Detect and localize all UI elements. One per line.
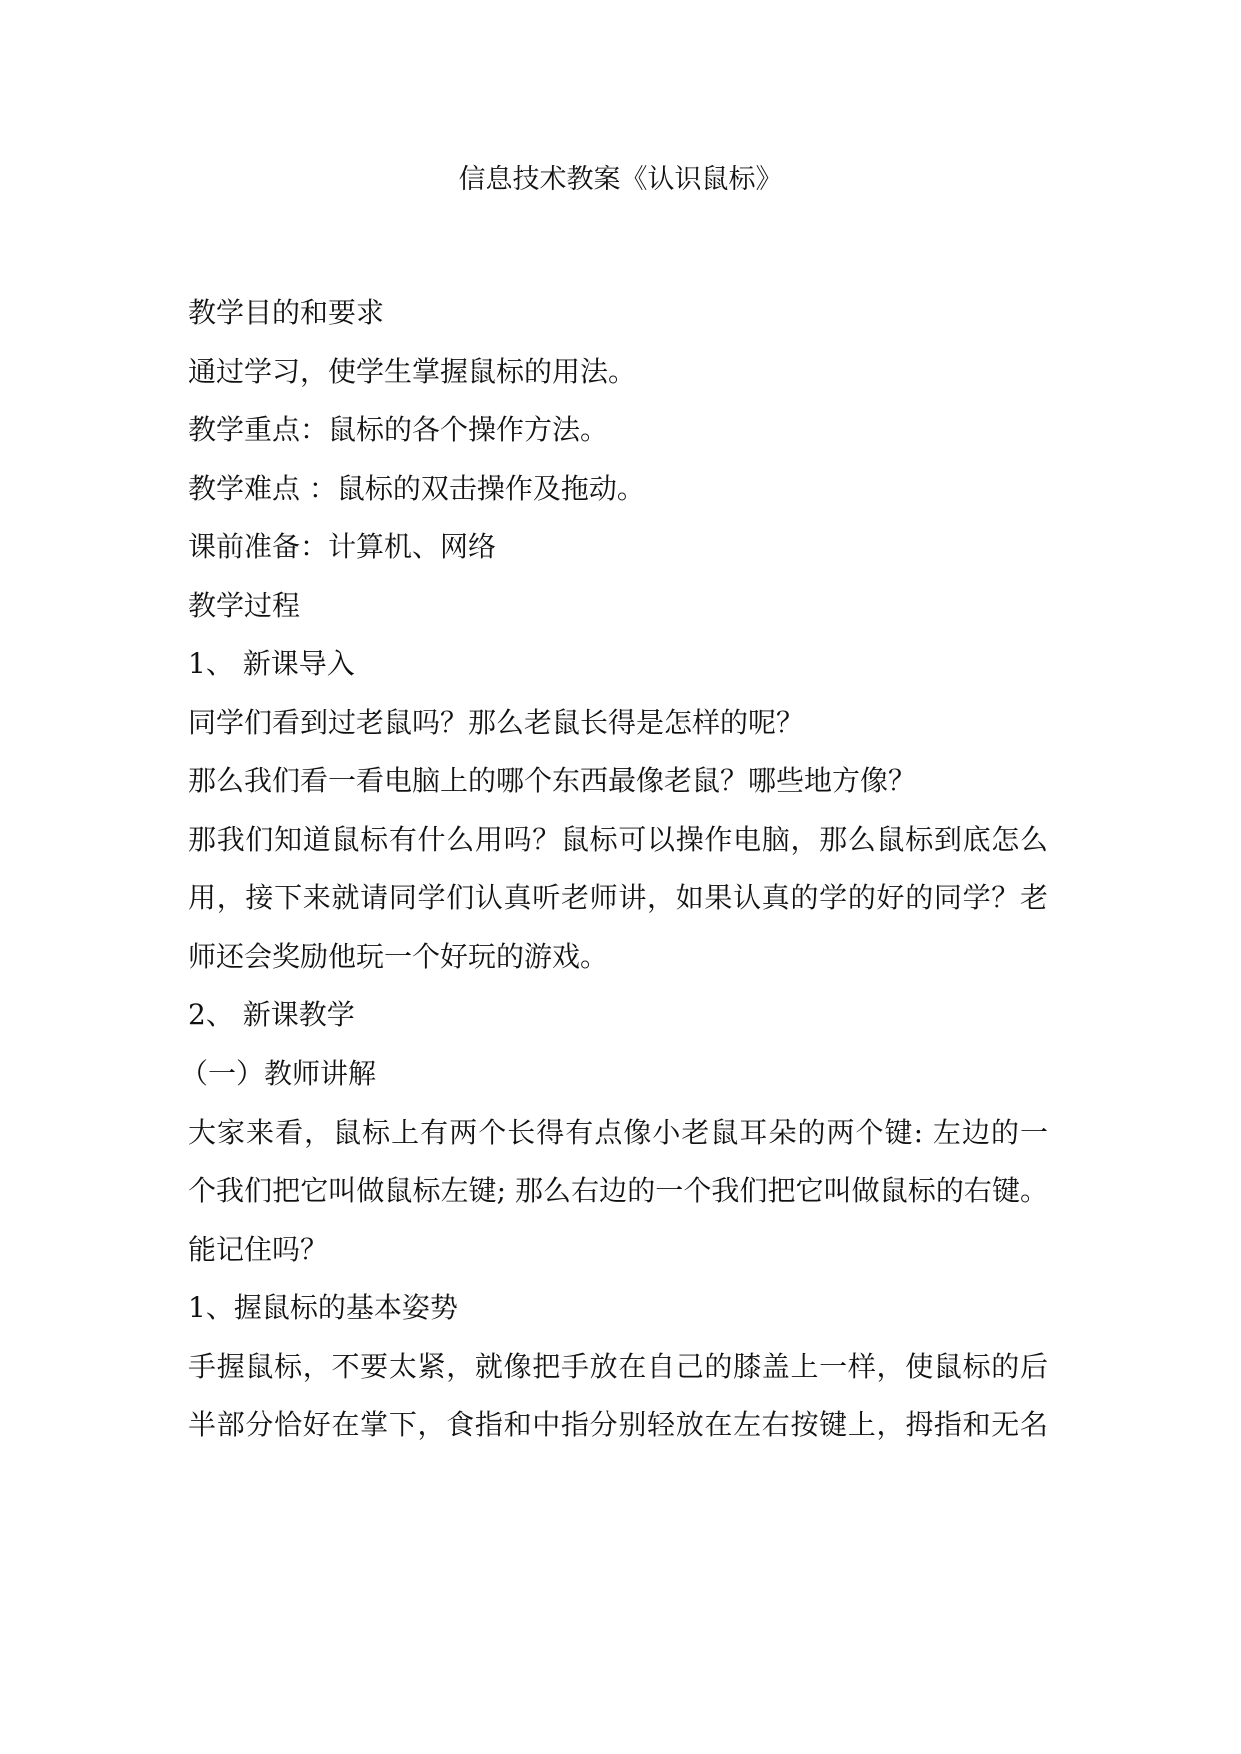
paragraph-line: 半部分恰好在掌下，食指和中指分别轻放在左右按键上，拇指和无名 xyxy=(188,1408,1048,1441)
section-heading-objectives: 教学目的和要求 xyxy=(188,296,385,329)
paragraph-line: 教学难点 ：鼠标的双击操作及拖动。 xyxy=(188,472,645,505)
paragraph-line: 那么我们看一看电脑上的哪个东西最像老鼠？哪些地方像？ xyxy=(188,764,917,797)
paragraph-line: 课前准备：计算机、网络 xyxy=(188,530,497,563)
paragraph-line: 大家来看，鼠标上有两个长得有点像小老鼠耳朵的两个键: 左边的一 xyxy=(188,1116,1048,1149)
paragraph-line: 教学重点：鼠标的各个操作方法。 xyxy=(188,413,609,446)
numbered-heading: 1、 新课导入 xyxy=(188,647,355,680)
section-heading-process: 教学过程 xyxy=(188,589,301,622)
paragraph-line: 个我们把它叫做鼠标左键; 那么右边的一个我们把它叫做鼠标的右键。 xyxy=(188,1174,1048,1207)
paragraph-line: 师还会奖励他玩一个好玩的游戏。 xyxy=(188,940,609,973)
paragraph-line: 用，接下来就请同学们认真听老师讲，如果认真的学的好的同学？老 xyxy=(188,881,1048,914)
paragraph-line: 通过学习，使学生掌握鼠标的用法。 xyxy=(188,355,637,388)
numbered-heading: 1、握鼠标的基本姿势 xyxy=(188,1291,458,1324)
paragraph-line: 能记住吗？ xyxy=(188,1233,329,1266)
paragraph-line: 那我们知道鼠标有什么用吗？鼠标可以操作电脑，那么鼠标到底怎么 xyxy=(188,823,1048,856)
document-title: 信息技术教案《认识鼠标》 xyxy=(458,164,783,195)
paragraph-line: 手握鼠标，不要太紧，就像把手放在自己的膝盖上一样，使鼠标的后 xyxy=(188,1350,1048,1383)
sub-heading: （一）教师讲解 xyxy=(180,1057,377,1090)
numbered-heading: 2、 新课教学 xyxy=(188,998,355,1031)
paragraph-line: 同学们看到过老鼠吗？那么老鼠长得是怎样的呢？ xyxy=(188,706,805,739)
